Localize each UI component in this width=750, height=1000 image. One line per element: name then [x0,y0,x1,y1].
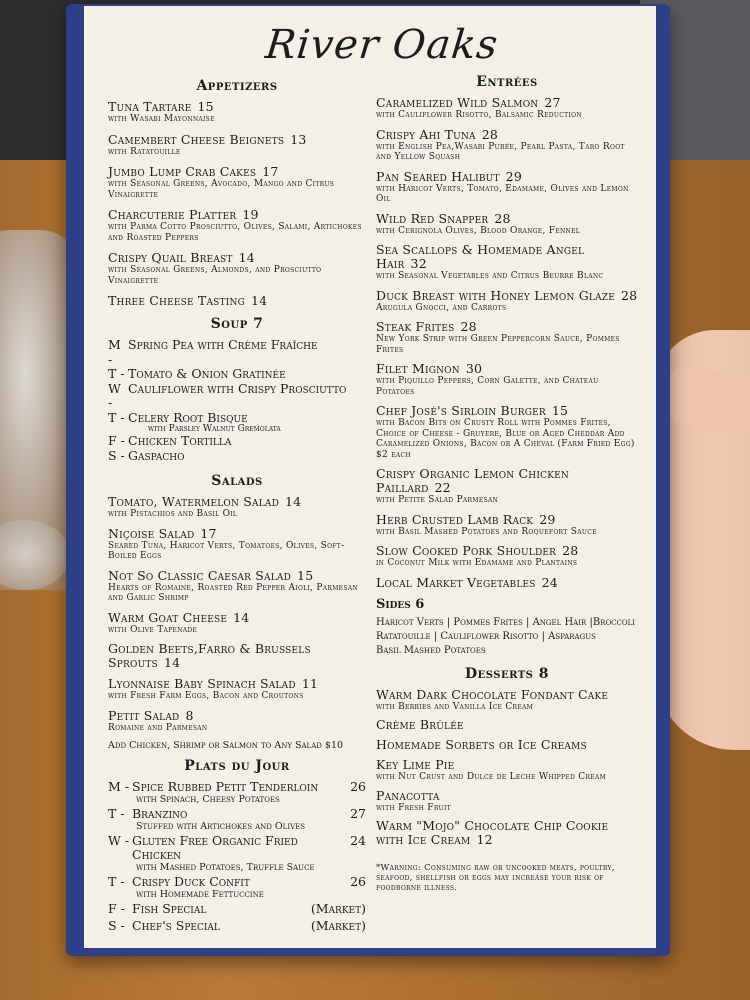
item-price: 11 [301,676,319,691]
menu-item-name [108,495,366,509]
item-name-text: Crispy Organic Lemon Chicken Paillard [376,466,569,495]
item-name-text: Golden Beets,Farro & Brussels Sprouts [108,641,311,670]
menu-item-name [376,289,638,303]
menu-item-name [376,544,638,558]
item-name-text: Caramelized Wild Salmon [376,95,539,110]
plat-row [108,807,366,821]
menu-item-name [376,718,638,732]
plat-spacer [108,933,366,936]
menu-item [108,100,366,125]
menu-item-name [376,404,638,418]
menu-item [376,718,638,732]
menu-item-name [108,208,366,222]
item-description: Seared Tuna, Haricot Verts, Tomatoes, Olives, Soft-Boiled Eggs [108,540,345,561]
soup-day: T - Tomato & Onion Gratinée [108,366,286,381]
item-price: 28 [562,543,579,558]
plat-price: 26 [350,874,366,889]
menu-item [376,688,638,713]
plat-row [108,902,366,916]
menu-item [376,362,638,397]
item-price: 12 [476,832,493,847]
item-description: with Cerignola Olives, Blood Orange, Fennel [376,225,581,236]
menu-item [108,133,366,158]
menu-item-name [376,170,638,184]
plats-heading: Plats du Jour [184,758,290,774]
item-price: 15 [551,403,569,418]
item-name-text: Chef José's Sirloin Burger [376,403,546,418]
left-column [108,78,366,936]
plat-description: with Homemade Fettuccine [136,889,264,900]
item-description: with Ratatouille [108,146,181,157]
plat-price: (Market) [310,901,366,916]
menu-item [376,789,638,814]
item-description: with Wasabi Mayonnaise [108,114,215,124]
item-description: with Seasonal Greens, Almonds, and Prosciutto Vinaigrette [108,265,322,286]
item-description: New York Strip with Green Peppercorn Sauce, Pommes Frites [376,334,620,355]
menu-item [108,677,366,702]
menu-item-name [376,96,638,110]
menu-item [376,404,638,460]
item-price: 17 [262,164,279,179]
menu-item-name [376,128,638,142]
item-description: with Cauliflower Risotto, Balsamic Reduction [376,110,582,120]
soup-day: W - Cauliflower with Crispy Prosciutto [108,380,347,410]
item-name-text: Key Lime Pie [376,757,455,772]
soup-list [108,338,366,463]
plat-row [108,834,366,862]
plat-name: Spice Rubbed Petit Tenderloin [132,779,319,794]
item-name-text: Petit Salad [108,707,180,723]
appetizers-list [108,100,366,308]
menu-item [376,289,638,314]
sides-heading: Sides 6 [376,596,425,612]
menu-item-name [376,362,638,376]
item-name-text: Herb Crusted Lamb Rack [376,511,534,527]
soup-day: T - Celery Root Bisque [108,409,248,425]
item-description: Hearts of Romaine, Roasted Red Pepper Aioli, Parmesan and Garlic Shrimp [108,582,358,603]
plat-name: Branzino [132,806,188,821]
menu-item-name [108,100,366,114]
item-price: 29 [505,168,522,184]
item-price: 28 [481,126,499,142]
item-price: 30 [465,361,483,376]
menu-item-name [108,294,366,308]
plat-row [108,919,366,933]
item-price: 14 [163,655,181,670]
menu-item-name [376,738,638,752]
item-description: Arugula Gnocci, and Carrots [376,302,507,313]
menu-item [376,170,638,205]
item-name-text: Lyonnaise Baby Spinach Salad [108,676,296,691]
plat-description: Stuffed with Artichokes and Olives [136,821,306,832]
plat-row [108,780,366,794]
menu-item [108,251,366,286]
item-description: in Coconut Milk with Edamame and Plantains [376,558,578,568]
menu-item [376,128,638,163]
soup-day: F - Chicken Tortilla [108,433,232,448]
item-description: with Nut Crust and Dulce de Leche Whipped Cream [376,772,607,782]
plat-day: S - [108,918,125,933]
item-name-text: Camembert Cheese Beignets [108,131,285,147]
menu-item [376,576,638,590]
item-description: with Seasonal Greens, Avocado, Mango and Citrus Vinaigrette [108,179,335,200]
plat-name: Chef's Special [132,918,220,933]
plats-list [108,780,366,936]
plat-name: Crispy Duck Confit [132,874,250,889]
plat-price: 26 [350,779,366,794]
plat-day: W - [108,833,130,848]
item-name-text: Niçoise Salad [108,525,195,541]
item-description: with Piquillo Peppers, Corn Galette, and Chateau Potatoes [376,376,599,397]
desserts-list [376,688,638,848]
item-name-text: Charcuterie Platter [108,207,237,222]
food-warning: *Warning: Consuming raw or uncooked meats, poultry, seafood, shellfish or eggs may increase your risk of foodborne illness. [376,863,615,893]
item-name-text: Warm Dark Chocolate Fondant Cake [376,686,609,702]
restaurant-logo: River Oaks [263,22,501,68]
menu-item [108,294,366,308]
item-description: with English Pea,Wasabi Purée, Pearl Pasta, Taro Root and Yellow Squash [376,141,625,162]
menu-item [376,738,638,752]
item-name-text: Crispy Ahi Tuna [376,126,476,142]
item-description: with Bacon Bits on Crusty Roll with Pommes Frites, Choice of Cheese - Gruyere, Blue or Aged Cheddar Add Caramelized Onions, Bacon or A Cheval (Farm Fried Egg) $2 each [376,418,635,460]
item-price: 17 [200,525,217,541]
item-description: with Parma Cotto Prosciutto, Olives, Salami, Artichokes and Roasted Peppers [108,222,362,243]
item-name-text: Homemade Sorbets or Ice Creams [376,737,587,752]
menu-item-name [108,569,366,583]
item-price: 14 [238,250,255,265]
item-price: 15 [197,99,214,114]
plat-day: F - [108,901,125,916]
soup-day: M - Spring Pea with Crème Fraîche [108,337,318,367]
item-description: with Pistachios and Basil Oil [108,509,238,519]
plat-day: T - [108,806,125,821]
item-name-text: Slow Cooked Pork Shoulder [376,543,557,558]
item-price: 24 [541,574,558,590]
item-name-text: Tomato, Watermelon Salad [108,494,280,509]
menu-item-name [376,212,638,226]
plat-name: Fish Special [132,901,207,916]
item-name-text: Wild Red Snapper [376,210,489,226]
menu-item-name [376,789,638,803]
item-name-text: Duck Breast with Honey Lemon Glaze [376,287,616,303]
item-price: 8 [185,707,194,723]
item-description: with Fresh Farm Eggs, Bacon and Croutons [108,691,304,701]
plat-description: with Spinach, Cheesy Potatoes [136,794,280,805]
item-name-text: Not So Classic Caesar Salad [108,567,292,583]
menu-item-name [376,467,638,495]
soup-day: S - Gaspacho [108,447,185,463]
item-name-text: Crispy Quail Breast [108,250,233,265]
item-name-text: Steak Frites [376,319,455,334]
item-description: with Basil Mashed Potatoes and Roquefort Sauce [376,526,597,537]
menu-item-name [108,677,366,691]
item-name-text: Three Cheese Tasting [108,293,245,308]
menu-item-name [376,819,638,847]
item-description: with Seasonal Vegetables and Citrus Beurre Blanc [376,271,604,281]
menu-item [108,208,366,243]
menu-item-name [108,251,366,265]
soup-heading: Soup 7 [210,316,264,332]
sides-line: Ratatouille | Cauliflower Risotto | Asparagus [376,630,596,642]
menu-item-name [376,243,638,271]
plat-price: 27 [350,806,366,821]
menu-item-name [108,611,366,625]
item-price: 28 [460,319,477,334]
plat-day: M - [108,779,129,794]
item-price: 13 [290,131,307,147]
plat-price: (Market) [310,918,366,933]
plat-price: 24 [350,833,366,848]
item-price: 14 [233,609,250,625]
item-name-text: Jumbo Lump Crab Cakes [108,164,257,179]
item-name-text: Filet Mignon [376,361,460,376]
salads-heading: Salads [211,473,263,489]
plat-day: T - [108,874,125,889]
item-price: 28 [494,210,511,226]
menu-item [376,513,638,538]
item-name-text: Crème Brûlée [376,717,464,732]
menu-item-name [108,527,366,541]
menu-item-name [108,165,366,179]
menu-item [376,320,638,355]
item-name-text: Tuna Tartare [108,99,192,114]
salads-list [108,495,366,733]
item-name-text: Local Market Vegetables [376,574,536,590]
menu-item [108,165,366,200]
menu-item [376,758,638,783]
menu-item [108,495,366,520]
menu-item [376,819,638,847]
menu-item-name [376,758,638,772]
menu-item-name [108,642,366,670]
item-description: with Haricot Verts, Tomato, Edamame, Olives and Lemon Oil [376,183,629,204]
menu-item [108,569,366,604]
item-description: with Olive Tapenade [108,624,198,635]
menu-item [108,709,366,734]
menu-item [108,642,366,670]
item-price: 14 [250,293,268,308]
item-price: 15 [297,567,314,583]
menu-item [376,212,638,237]
menu-item-name [108,133,366,147]
item-price: 32 [410,256,427,271]
item-name-text: Warm Goat Cheese [108,609,228,625]
desserts-heading: Desserts 8 [464,665,550,682]
menu-item-name [376,688,638,702]
plat-description: with Mashed Potatoes, Truffle Sauce [136,862,315,873]
item-description: Romaine and Parmesan [108,722,208,733]
item-description: with Petite Salad Parmesan [376,495,499,505]
menu-item [376,467,638,506]
salad-addon: Add Chicken, Shrimp or Salmon to Any Salad $10 [108,740,344,751]
plat-name: Gluten Free Organic Fried Chicken [132,833,298,862]
menu-item [376,544,638,569]
item-name-text: Sea Scallops & Homemade Angel Hair [376,242,585,271]
item-name-text: Pan Seared Halibut [376,168,500,184]
item-description: with Fresh Fruit [376,802,451,813]
soup-bisque-desc: with Parsley Walnut Gremolata [148,424,281,434]
right-column [376,74,638,893]
menu-item [108,611,366,636]
menu-item [108,527,366,562]
item-price: 19 [242,207,259,222]
item-name-text: Panacotta [376,787,440,803]
item-price: 22 [434,480,451,495]
menu-item-name [376,320,638,334]
menu-item [376,96,638,121]
plat-row [108,875,366,889]
item-price: 29 [539,511,556,527]
entrees-heading: Entrées [476,74,538,90]
menu-item [376,243,638,282]
appetizers-heading: Appetizers [196,78,278,94]
item-price: 14 [285,494,302,509]
sides-line: Basil Mashed Potatoes [376,644,486,656]
menu-item-name [376,513,638,527]
menu-item-name [376,576,638,590]
entrees-list [376,96,638,590]
sides-line: Haricot Verts | Pommes Frites | Angel Hair |Broccoli [376,616,636,628]
item-price: 27 [544,95,561,110]
item-name-text: Warm "Mojo" Chocolate Chip Cookie with Ice Cream [376,818,609,847]
item-price: 28 [621,287,638,303]
menu-item-name [108,709,366,723]
item-description: with Berries and Vanilla Ice Cream [376,701,534,712]
